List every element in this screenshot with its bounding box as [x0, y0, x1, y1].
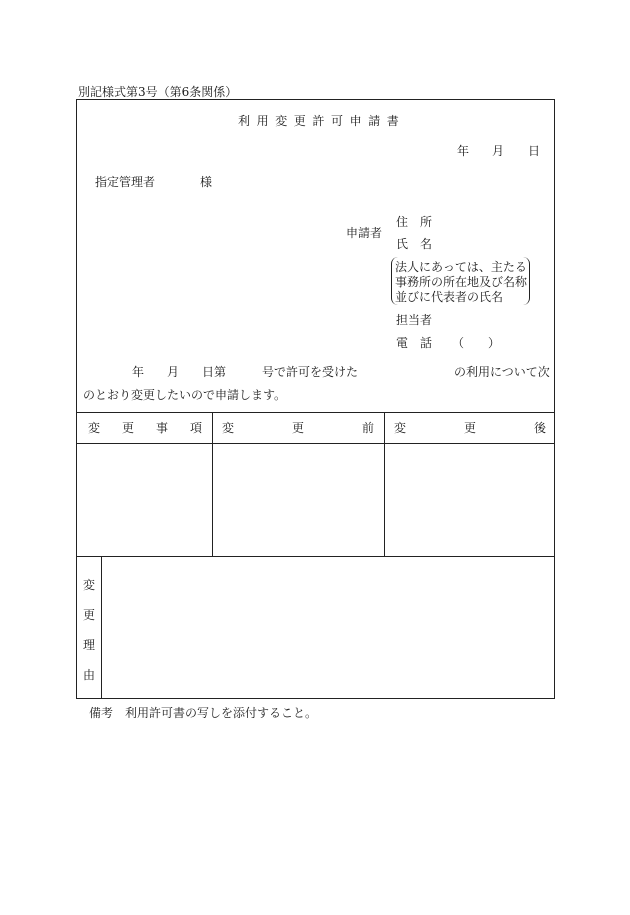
corporation-note-line: 法人にあっては、主たる	[395, 260, 527, 274]
header-char: 更	[121, 421, 134, 435]
date-day-label: 日	[528, 144, 541, 158]
reason-label-char: 更	[82, 608, 95, 622]
header-char: 変	[222, 421, 235, 435]
form-number: 別記様式第3号（第6条関係）	[78, 85, 238, 99]
phone-parentheses: （ ）	[452, 336, 501, 350]
contact-person-label: 担当者	[396, 313, 433, 327]
header-char: 前	[361, 421, 374, 435]
table-header-divider	[76, 443, 555, 444]
form-title: 利用変更許可申請書	[238, 114, 406, 128]
addressee-honorific: 様	[200, 175, 213, 189]
table-bottom-border	[76, 556, 555, 557]
corporation-note-line: 並びに代表者の氏名	[395, 290, 504, 304]
table-column-divider	[212, 412, 213, 556]
body-permit-text: 号で許可を受けた	[262, 365, 359, 379]
body-day-number: 日第	[202, 365, 227, 379]
body-month: 月	[167, 365, 180, 379]
corporation-note	[395, 260, 527, 305]
header-after-change	[394, 422, 546, 434]
body-year: 年	[132, 365, 145, 379]
header-char: 変	[394, 421, 407, 435]
reason-label-char: 変	[82, 578, 95, 592]
reason-label-char: 由	[82, 668, 95, 682]
body-usage-text: の利用について次	[454, 365, 550, 379]
remarks: 備考 利用許可書の写しを添付すること。	[89, 706, 318, 720]
header-char: 更	[291, 421, 304, 435]
table-column-divider	[384, 412, 385, 556]
body-text-line2: のとおり変更したいので申請します。	[83, 388, 287, 402]
header-char: 後	[533, 421, 546, 435]
phone-label: 電 話	[396, 336, 433, 350]
name-label: 氏 名	[396, 237, 433, 251]
table-top-border	[76, 412, 555, 413]
address-label: 住 所	[396, 215, 433, 229]
date-month-label: 月	[492, 144, 505, 158]
applicant-label: 申請者	[346, 226, 383, 240]
header-before-change	[222, 422, 374, 434]
header-char: 事	[155, 421, 168, 435]
header-change-item	[88, 422, 202, 434]
header-char: 変	[88, 421, 101, 435]
addressee-label: 指定管理者	[95, 175, 156, 189]
date-year-label: 年	[457, 144, 470, 158]
header-char: 更	[463, 421, 476, 435]
header-char: 項	[189, 421, 202, 435]
corporation-note-line: 事務所の所在地及び名称	[395, 275, 528, 289]
reason-column-divider	[101, 556, 102, 699]
reason-label-char: 理	[82, 638, 95, 652]
